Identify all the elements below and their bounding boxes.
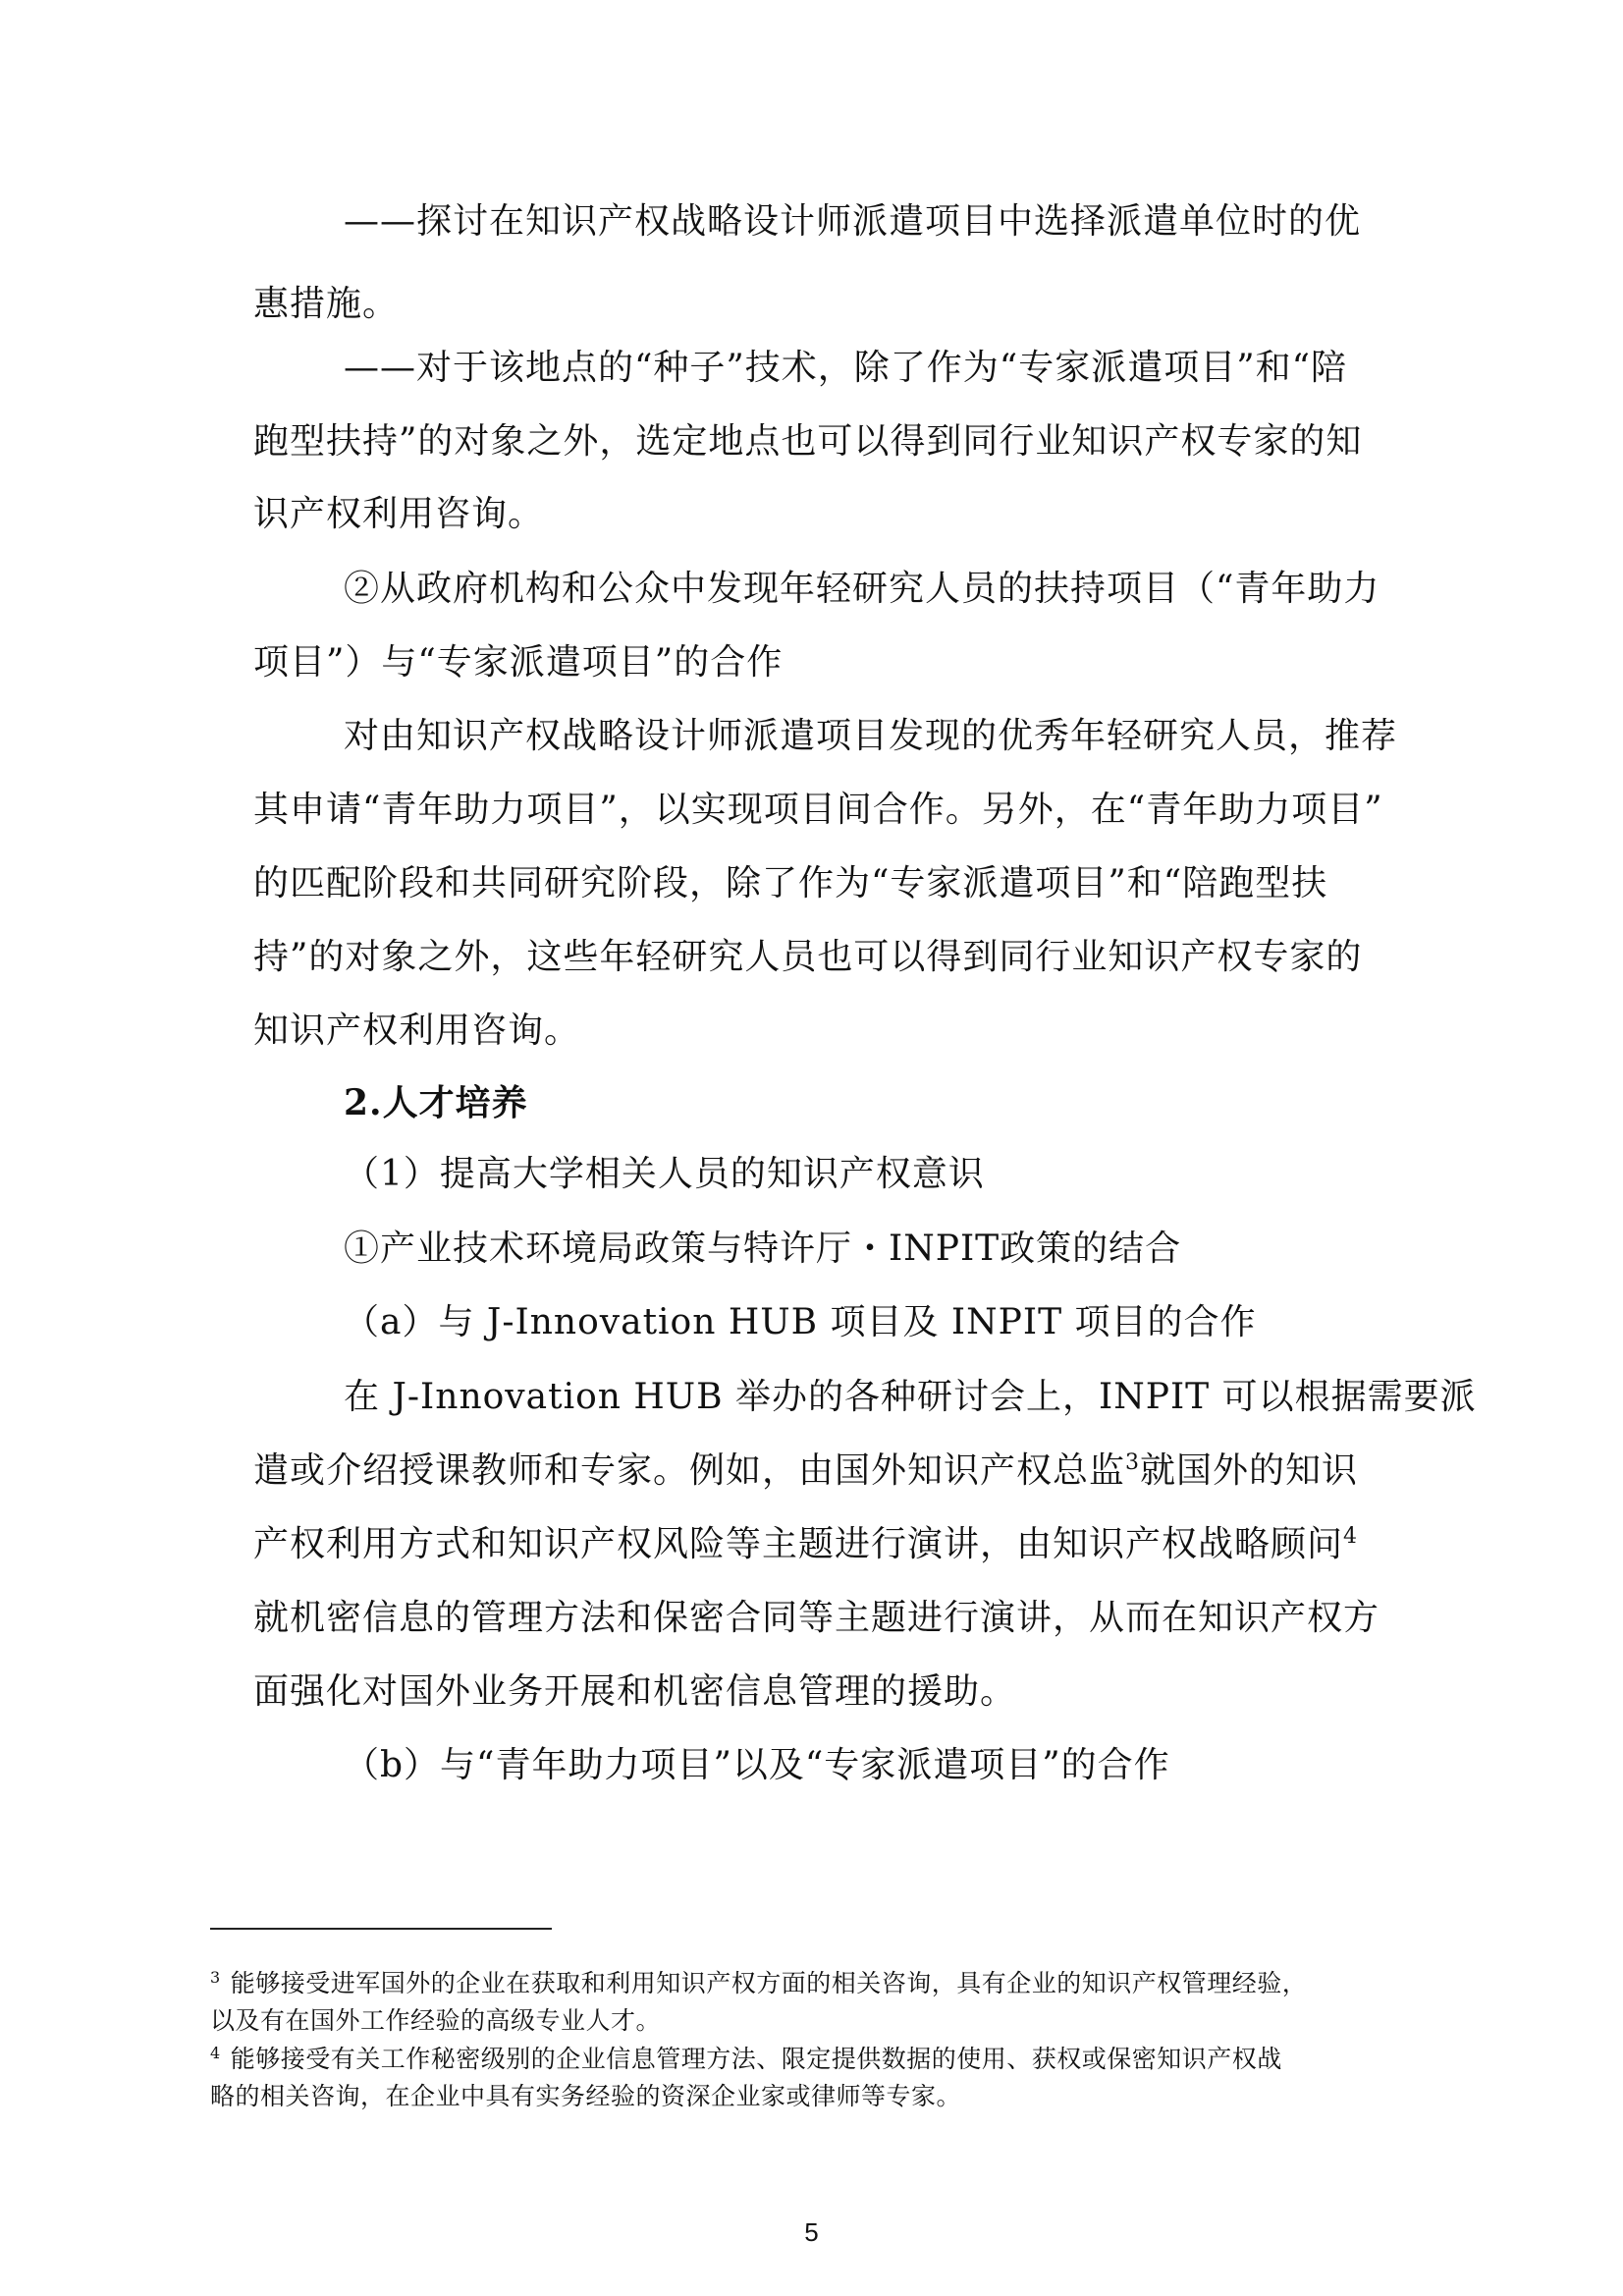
- footnote-marker: 4: [210, 2043, 221, 2062]
- body-line: 面强化对国外业务开展和机密信息管理的援助。: [253, 1671, 1017, 1712]
- body-line: （a）与 J-Innovation HUB 项目及 INPIT 项目的合作: [344, 1302, 1257, 1342]
- body-line: 惠措施。: [253, 284, 400, 324]
- body-line: 跑型扶持”的对象之外，选定地点也可以得到同行业知识产权专家的知: [253, 421, 1363, 462]
- body-line: 就机密信息的管理方法和保密合同等主题进行演讲，从而在知识产权方: [253, 1598, 1380, 1638]
- page-number: 5: [804, 2217, 819, 2247]
- body-line: [253, 1525, 1432, 1564]
- footnote-text: 能够接受有关工作秘密级别的企业信息管理方法、限定提供数据的使用、获权或保密知识产权战: [230, 2045, 1282, 2073]
- footnote-3-cont: 以及有在国外工作经验的高级专业人才。: [210, 2006, 662, 2035]
- footnote-3: [210, 1967, 1307, 2000]
- body-line: 其申请“青年助力项目”，以实现项目间合作。另外，在“青年助力项目”: [253, 790, 1383, 830]
- footnote-marker: 3: [210, 1967, 221, 1987]
- body-line: ①产业技术环境局政策与特许厅・INPIT政策的结合: [344, 1229, 1182, 1269]
- body-line: ②从政府机构和公众中发现年轻研究人员的扶持项目（“青年助力: [344, 569, 1380, 609]
- body-line: [253, 1451, 1432, 1491]
- footnote-ref: 4: [1343, 1524, 1359, 1549]
- footnote-4-cont: 略的相关咨询，在企业中具有实务经验的资深企业家或律师等专家。: [210, 2082, 962, 2110]
- footnote-separator: [210, 1928, 552, 1930]
- footnote-text: 能够接受进军国外的企业在获取和利用知识产权方面的相关咨询，具有企业的知识产权管理经验，: [230, 1969, 1308, 1997]
- body-line: 项目”）与“专家派遣项目”的合作: [253, 642, 784, 683]
- body-line: 识产权利用咨询。: [253, 494, 545, 534]
- body-line: 对由知识产权战略设计师派遣项目发现的优秀年轻研究人员，推荐: [344, 716, 1398, 756]
- body-line-text: 就国外的知识: [1140, 1450, 1359, 1491]
- body-line: 持”的对象之外，这些年轻研究人员也可以得到同行业知识产权专家的: [253, 937, 1363, 977]
- body-line: 在 J-Innovation HUB 举办的各种研讨会上，INPIT 可以根据需要派: [344, 1377, 1477, 1417]
- body-line-text: 产权利用方式和知识产权风险等主题进行演讲，由知识产权战略顾问: [253, 1524, 1344, 1564]
- body-line: 的匹配阶段和共同研究阶段，除了作为“专家派遣项目”和“陪跑型扶: [253, 863, 1328, 903]
- footnote-ref: 3: [1125, 1450, 1141, 1475]
- body-line: 知识产权利用咨询。: [253, 1011, 581, 1051]
- body-line-text: 遣或介绍授课教师和专家。例如，由国外知识产权总监: [253, 1450, 1126, 1491]
- section-heading: 2.人才培养: [344, 1082, 528, 1123]
- body-line: （b）与“青年助力项目”以及“专家派遣项目”的合作: [344, 1745, 1170, 1785]
- body-line: ——探讨在知识产权战略设计师派遣项目中选择派遣单位时的优: [344, 201, 1362, 242]
- subsection-heading: （1）提高大学相关人员的知识产权意识: [344, 1154, 985, 1194]
- body-line: ——对于该地点的“种子”技术，除了作为“专家派遣项目”和“陪: [344, 348, 1348, 388]
- footnote-4: [210, 2043, 1282, 2076]
